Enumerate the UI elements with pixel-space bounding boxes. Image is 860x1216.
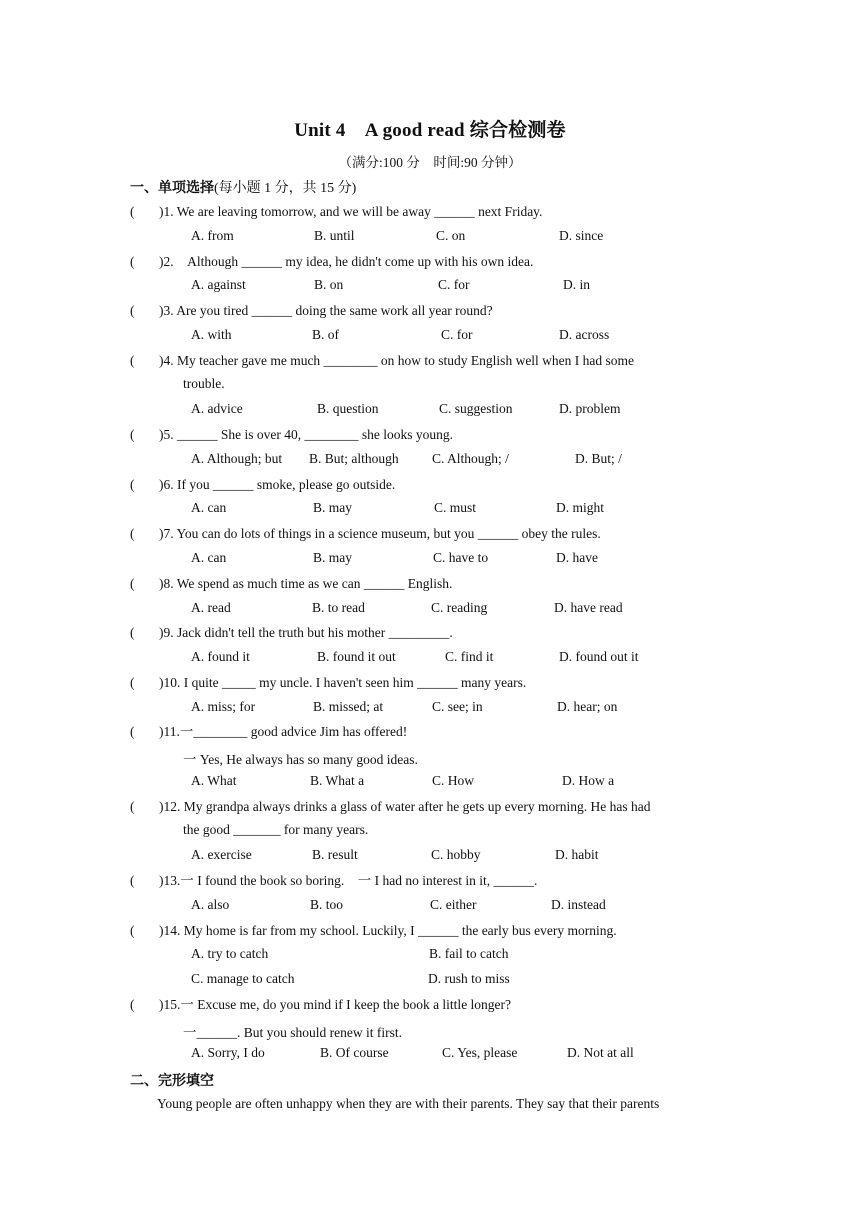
option-d: D. in xyxy=(563,277,590,292)
question-11-continuation: 一 Yes, He always has so many good ideas. xyxy=(183,752,418,767)
option-b: B. But; although xyxy=(309,451,399,466)
option-b: B. too xyxy=(310,897,344,912)
answer-paren: ( xyxy=(130,576,135,591)
question-1 xyxy=(130,203,732,221)
answer-paren: ( xyxy=(130,724,135,739)
question-14 xyxy=(130,922,732,940)
section-heading-multiple-choice xyxy=(130,177,356,197)
answer-paren: ( xyxy=(130,254,135,269)
option-b: B. may xyxy=(313,500,352,515)
option-a: A. miss; for xyxy=(191,699,256,714)
question-6-options xyxy=(191,500,751,520)
exam-title: Unit 4 A good read 综合检测卷 xyxy=(294,120,566,141)
question-stem: )11.一________ good advice Jim has offered! xyxy=(159,724,408,739)
question-3-options xyxy=(191,327,751,347)
section-score-note: (每小题 1 分，共 15 分) xyxy=(214,181,357,196)
question-stem: )9. Jack didn't tell the truth but his mother _________. xyxy=(159,625,453,640)
option-b: B. to read xyxy=(312,600,365,615)
option-d: D. across xyxy=(559,327,610,342)
question-10-options xyxy=(191,699,751,719)
option-b: B. found it out xyxy=(317,649,396,664)
option-b: B. until xyxy=(314,228,355,243)
question-11 xyxy=(130,723,732,741)
answer-paren: ( xyxy=(130,427,135,442)
option-c: C. have to xyxy=(433,550,489,565)
answer-paren: ( xyxy=(130,353,135,368)
option-c: C. reading xyxy=(431,600,488,615)
question-15-continuation: 一______. But you should renew it first. xyxy=(183,1025,402,1040)
question-7 xyxy=(130,525,732,543)
question-15 xyxy=(130,996,732,1014)
question-12 xyxy=(130,798,732,816)
option-c: C. for xyxy=(438,277,470,292)
answer-paren: ( xyxy=(130,204,135,219)
option-a: A. Although; but xyxy=(191,451,283,466)
option-b: B. of xyxy=(312,327,339,342)
option-d: D. found out it xyxy=(559,649,639,664)
option-a: A. exercise xyxy=(191,847,252,862)
option-c: C. hobby xyxy=(431,847,481,862)
question-14-options-row-1 xyxy=(191,946,751,966)
option-c: C. Although; / xyxy=(432,451,509,466)
option-a: A. can xyxy=(191,550,227,565)
question-4-continuation: trouble. xyxy=(183,376,225,391)
option-d: D. instead xyxy=(551,897,606,912)
option-b: B. may xyxy=(313,550,352,565)
answer-paren: ( xyxy=(130,625,135,640)
question-9-options xyxy=(191,649,751,669)
option-a: A. found it xyxy=(191,649,250,664)
question-7-options xyxy=(191,550,751,570)
answer-paren: ( xyxy=(130,923,135,938)
question-8-options xyxy=(191,600,751,620)
section-title: 二、完形填空 xyxy=(130,1074,214,1089)
question-4-options xyxy=(191,401,751,421)
answer-paren: ( xyxy=(130,675,135,690)
question-4 xyxy=(130,352,732,370)
option-d: D. habit xyxy=(555,847,599,862)
option-a: A. advice xyxy=(191,401,243,416)
question-stem: )1. We are leaving tomorrow, and we will be away ______ next Friday. xyxy=(159,204,543,219)
option-c: C. must xyxy=(434,500,477,515)
section-heading-cloze xyxy=(130,1070,214,1090)
option-a: A. Sorry, I do xyxy=(191,1045,265,1060)
option-b: B. missed; at xyxy=(313,699,384,714)
option-b: B. question xyxy=(317,401,379,416)
question-2-options xyxy=(191,277,751,297)
option-c: C. How xyxy=(432,773,475,788)
question-15-options xyxy=(191,1045,751,1065)
question-stem: )2. Although ______ my idea, he didn't come up with his own idea. xyxy=(159,254,534,269)
answer-paren: ( xyxy=(130,477,135,492)
option-d: D. have read xyxy=(554,600,623,615)
option-d: D. hear; on xyxy=(557,699,618,714)
option-a: A. try to catch xyxy=(191,946,269,961)
answer-paren: ( xyxy=(130,303,135,318)
question-stem: )10. I quite _____ my uncle. I haven't seen him ______ many years. xyxy=(159,675,527,690)
question-stem: )6. If you ______ smoke, please go outside. xyxy=(159,477,396,492)
option-a: A. read xyxy=(191,600,231,615)
question-stem: )5. ______ She is over 40, ________ she looks young. xyxy=(159,427,453,442)
option-c: C. either xyxy=(430,897,477,912)
question-stem: )4. My teacher gave me much ________ on how to study English well when I had some xyxy=(159,353,635,368)
question-13 xyxy=(130,872,732,890)
option-a: A. against xyxy=(191,277,246,292)
option-b: B. fail to catch xyxy=(429,946,509,961)
option-a: A. from xyxy=(191,228,234,243)
question-1-options xyxy=(191,228,751,248)
answer-paren: ( xyxy=(130,799,135,814)
option-c: C. see; in xyxy=(432,699,483,714)
question-12-options xyxy=(191,847,751,867)
question-11-options xyxy=(191,773,751,793)
question-5 xyxy=(130,426,732,444)
option-d: D. problem xyxy=(559,401,621,416)
question-3 xyxy=(130,302,732,320)
option-d: D. How a xyxy=(562,773,615,788)
question-9 xyxy=(130,624,732,642)
option-c: C. suggestion xyxy=(439,401,513,416)
question-13-options xyxy=(191,897,751,917)
question-2 xyxy=(130,253,732,271)
question-5-options xyxy=(191,451,751,471)
option-a: A. also xyxy=(191,897,230,912)
option-d: D. since xyxy=(559,228,604,243)
question-14-options-row-2 xyxy=(191,971,751,991)
option-a: A. What xyxy=(191,773,237,788)
option-d: D. Not at all xyxy=(567,1045,634,1060)
question-stem: )14. My home is far from my school. Luckily, I ______ the early bus every morning. xyxy=(159,923,617,938)
option-c: C. find it xyxy=(445,649,494,664)
option-b: B. Of course xyxy=(320,1045,389,1060)
question-stem: )7. You can do lots of things in a science museum, but you ______ obey the rules. xyxy=(159,526,601,541)
option-d: D. But; / xyxy=(575,451,622,466)
option-b: B. result xyxy=(312,847,358,862)
question-stem: )13.一 I found the book so boring. 一 I had no interest in it, ______. xyxy=(159,873,538,888)
question-stem: )3. Are you tired ______ doing the same work all year round? xyxy=(159,303,493,318)
option-d: D. have xyxy=(556,550,598,565)
question-12-continuation: the good _______ for many years. xyxy=(183,822,369,837)
question-6 xyxy=(130,476,732,494)
option-c: C. on xyxy=(436,228,466,243)
question-stem: )8. We spend as much time as we can ______ English. xyxy=(159,576,453,591)
option-d: D. rush to miss xyxy=(428,971,510,986)
option-a: A. with xyxy=(191,327,232,342)
option-c: C. Yes, please xyxy=(442,1045,518,1060)
option-c: C. for xyxy=(441,327,473,342)
option-d: D. might xyxy=(556,500,605,515)
question-8 xyxy=(130,575,732,593)
option-b: B. on xyxy=(314,277,344,292)
option-b: B. What a xyxy=(310,773,365,788)
question-stem: )12. My grandpa always drinks a glass of water after he gets up every morning. He has had xyxy=(159,799,651,814)
question-stem: )15.一 Excuse me, do you mind if I keep the book a little longer? xyxy=(159,997,512,1012)
answer-paren: ( xyxy=(130,526,135,541)
option-c: C. manage to catch xyxy=(191,971,295,986)
section-title: 一、单项选择 xyxy=(130,181,214,196)
question-10 xyxy=(130,674,732,692)
passage-first-line: Young people are often unhappy when they are with their parents. They say that their parents xyxy=(157,1096,660,1111)
answer-paren: ( xyxy=(130,873,135,888)
answer-paren: ( xyxy=(130,997,135,1012)
option-a: A. can xyxy=(191,500,227,515)
exam-subtitle: （满分:100 分 时间:90 分钟） xyxy=(338,155,522,170)
